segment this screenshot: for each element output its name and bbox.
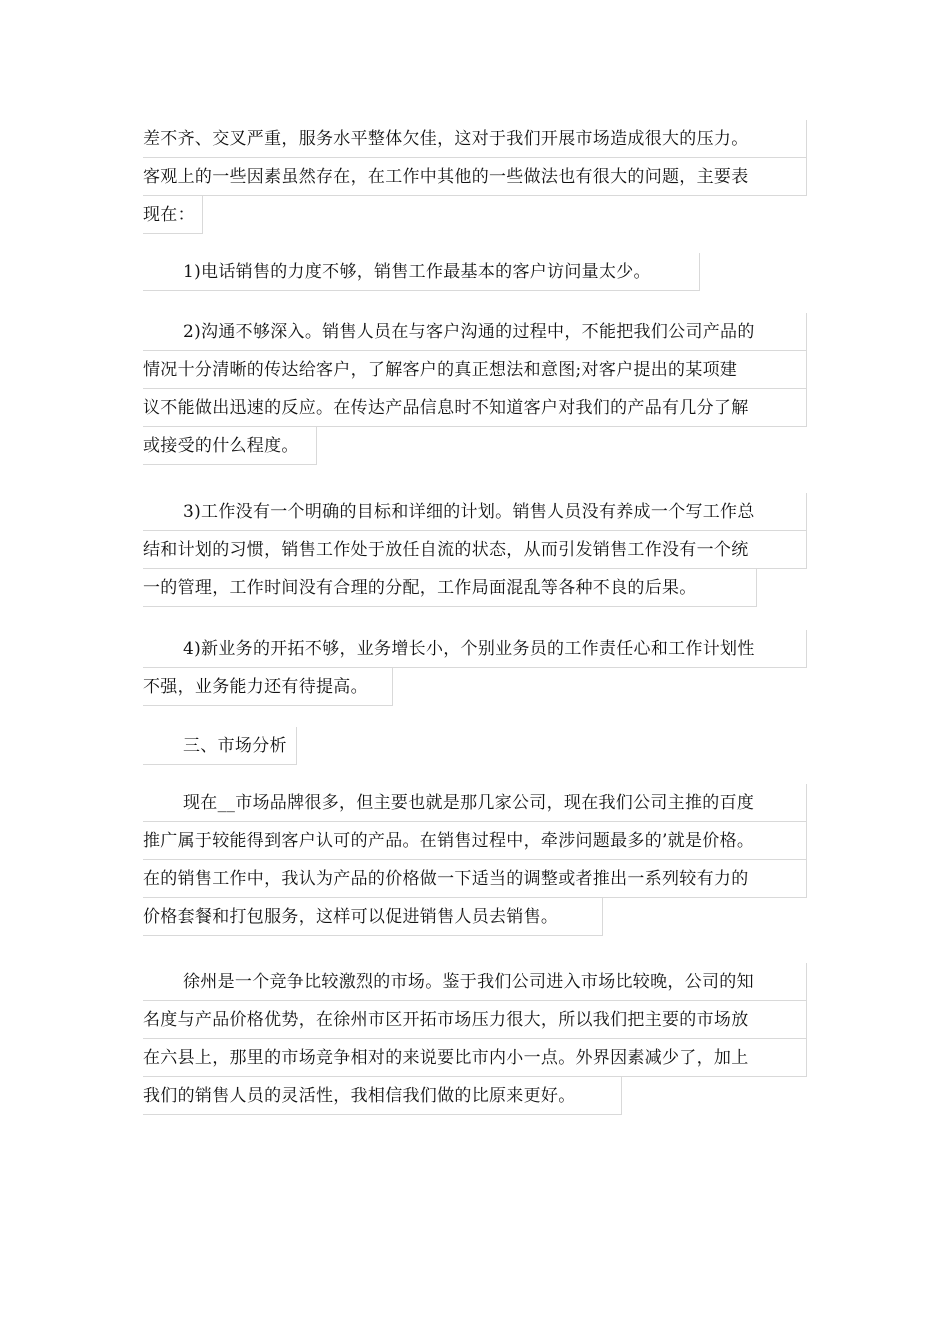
text-line: 议不能做出迅速的反应。在传达产品信息时不知道客户对我们的产品有几分了解 <box>143 389 807 427</box>
text-line: 差不齐、交叉严重，服务水平整体欠佳，这对于我们开展市场造成很大的压力。 <box>143 120 807 158</box>
paragraph-xuzhou <box>143 963 807 1115</box>
text-line: 情况十分清晰的传达给客户，了解客户的真正想法和意图;对客户提出的某项建 <box>143 351 807 389</box>
text-line: 在六县上，那里的市场竞争相对的来说要比市内小一点。外界因素减少了，加上 <box>143 1039 807 1077</box>
text-line: 名度与产品价格优势，在徐州市区开拓市场压力很大，所以我们把主要的市场放 <box>143 1001 807 1039</box>
text-line: 一的管理，工作时间没有合理的分配，工作局面混乱等各种不良的后果。 <box>143 569 757 607</box>
paragraph-item-4 <box>143 630 807 706</box>
text-line: 我们的销售人员的灵活性，我相信我们做的比原来更好。 <box>143 1077 622 1115</box>
paragraph-item-2 <box>143 313 807 465</box>
text-line: 客观上的一些因素虽然存在，在工作中其他的一些做法也有很大的问题，主要表 <box>143 158 807 196</box>
section-heading: 三、市场分析 <box>143 727 297 765</box>
text-line: 4)新业务的开拓不够，业务增长小，个别业务员的工作责任心和工作计划性 <box>143 630 807 668</box>
text-line: 现在__市场品牌很多，但主要也就是那几家公司，现在我们公司主推的百度 <box>143 784 807 822</box>
text-line: 在的销售工作中，我认为产品的价格做一下适当的调整或者推出一系列较有力的 <box>143 860 807 898</box>
text-line: 不强，业务能力还有待提高。 <box>143 668 393 706</box>
paragraph-market-brands <box>143 784 807 936</box>
paragraph-intro <box>143 120 807 234</box>
text-line: 2)沟通不够深入。销售人员在与客户沟通的过程中，不能把我们公司产品的 <box>143 313 807 351</box>
section-heading-market-analysis <box>143 727 807 765</box>
paragraph-item-3 <box>143 493 807 607</box>
text-line: 3)工作没有一个明确的目标和详细的计划。销售人员没有养成一个写工作总 <box>143 493 807 531</box>
text-line: 推广属于较能得到客户认可的产品。在销售过程中，牵涉问题最多的’就是价格。 <box>143 822 807 860</box>
text-line: 现在： <box>143 196 203 234</box>
text-line: 或接受的什么程度。 <box>143 427 317 465</box>
text-line: 价格套餐和打包服务，这样可以促进销售人员去销售。 <box>143 898 603 936</box>
text-line: 1)电话销售的力度不够，销售工作最基本的客户访问量太少。 <box>143 253 700 291</box>
paragraph-item-1 <box>143 253 807 291</box>
text-line: 结和计划的习惯，销售工作处于放任自流的状态，从而引发销售工作没有一个统 <box>143 531 807 569</box>
text-line: 徐州是一个竞争比较激烈的市场。鉴于我们公司进入市场比较晚，公司的知 <box>143 963 807 1001</box>
